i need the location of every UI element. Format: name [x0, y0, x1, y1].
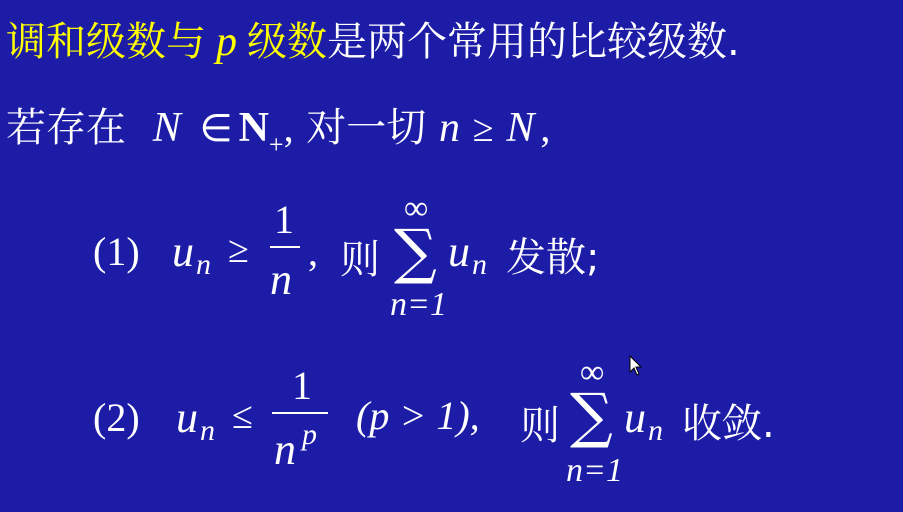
case2-condition: (p > 1), — [356, 393, 480, 438]
case2-fraction-bar — [272, 412, 328, 414]
premise-naturals: N — [238, 105, 269, 151]
premise-geq: ≥ — [472, 108, 494, 150]
case2-relation: ≤ — [232, 395, 253, 437]
case1-fraction-bar — [270, 246, 300, 248]
heading-line — [6, 18, 740, 66]
case1-relation: ≥ — [228, 229, 249, 271]
case1-u: u — [172, 227, 194, 276]
case2-then: 则 — [520, 403, 560, 449]
premise-line — [6, 104, 550, 169]
case2-sum-lower: n=1 — [566, 452, 623, 489]
heading-p-symbol: p — [216, 19, 237, 65]
case2-den-exponent: p — [302, 418, 317, 451]
case2-numerator: 1 — [292, 363, 312, 408]
heading-series: 级数 — [247, 19, 327, 65]
case1-then: 则 — [340, 237, 380, 283]
case2-denominator: n — [274, 425, 296, 474]
case1-comma: , — [308, 229, 318, 274]
case2-label: (2) — [93, 395, 140, 440]
premise-forall: 对一切 — [306, 105, 427, 151]
premise-in: ∈ — [199, 108, 233, 150]
heading-harmonic: 调和级数与 — [6, 19, 206, 65]
premise-N2: N — [506, 105, 535, 151]
case1-n-sub: n — [196, 248, 211, 281]
premise-comma2: , — [540, 105, 551, 150]
case1-sum-lower: n=1 — [390, 286, 447, 323]
case1-sum-upper: ∞ — [404, 190, 429, 227]
case1-sum-symbol: ∑ — [394, 217, 437, 287]
case2-n-sub: n — [200, 414, 215, 447]
case1-u2: u — [448, 227, 470, 276]
premise-if: 若存在 — [6, 105, 126, 151]
mouse-cursor-icon — [629, 355, 643, 377]
premise-n: n — [439, 105, 461, 151]
premise-comma1: , — [283, 105, 294, 150]
case1-denominator: n — [270, 255, 292, 304]
heading-rest: 是两个常用的比较级数. — [327, 19, 740, 65]
premise-plus: + — [268, 130, 284, 159]
case1-label: (1) — [93, 229, 140, 274]
case2-u: u — [176, 393, 198, 442]
premise-N: N — [152, 105, 181, 151]
case1-n-sub2: n — [472, 248, 487, 281]
case2-result: 收敛. — [682, 401, 775, 447]
case2-sum-upper: ∞ — [580, 354, 605, 391]
case2-sum-symbol: ∑ — [570, 381, 613, 451]
case2-n-sub2: n — [648, 414, 663, 447]
case1-numerator: 1 — [274, 197, 294, 242]
case1-result: 发散; — [506, 235, 600, 281]
case2-u2: u — [624, 393, 646, 442]
